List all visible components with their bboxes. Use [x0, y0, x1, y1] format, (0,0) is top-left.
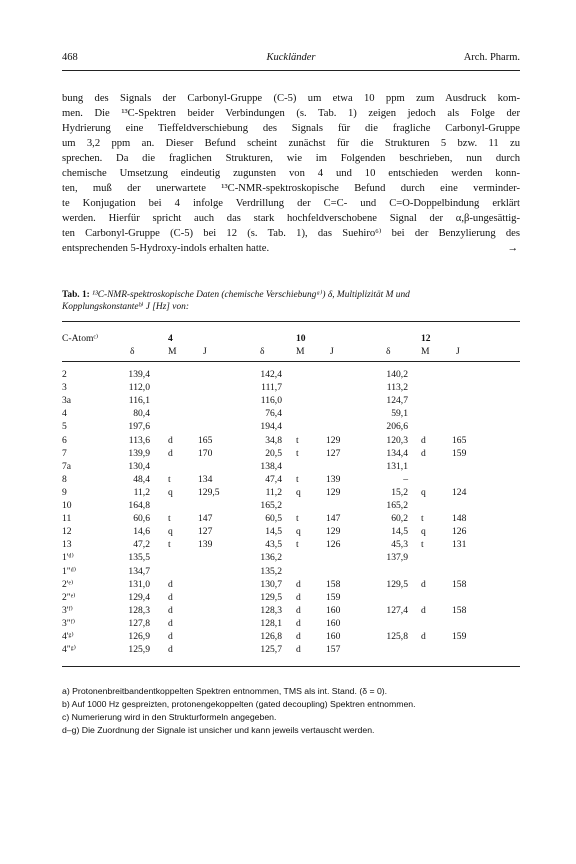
- table-cell: 116,1: [128, 395, 150, 407]
- sub-header-delta: δ: [386, 346, 391, 357]
- row-atom-label: 3a: [62, 395, 72, 407]
- table-cell: 159: [452, 631, 467, 642]
- table-cell: 160: [326, 631, 341, 642]
- footnote: d–g) Die Zuordnung der Signale ist unsicher und kann jeweils vertauscht werden.: [62, 725, 375, 735]
- table-cell: 129: [326, 526, 341, 538]
- table-cell: 126,8: [260, 631, 282, 642]
- table-bottom-rule: [62, 666, 520, 667]
- row-atom-label: 1'ᵈ⁾: [62, 552, 74, 564]
- table-cell: 113,6: [128, 434, 150, 446]
- table-cell: 131,1: [386, 460, 408, 472]
- body-line: [62, 241, 520, 256]
- table-cell: 126,9: [128, 631, 150, 642]
- table-cell: 157: [326, 644, 341, 656]
- col-header-atom: C-Atomᶜ⁾: [62, 333, 99, 344]
- table-cell: 139,4: [128, 369, 150, 380]
- table-cell: 125,8: [386, 631, 408, 642]
- table-cell: q: [168, 526, 173, 538]
- table-cell: d: [168, 604, 173, 616]
- table-cell: 128,3: [128, 604, 150, 616]
- row-atom-label: 11: [62, 513, 72, 525]
- table-cell: t: [296, 539, 299, 551]
- table-cell: 165,2: [260, 500, 282, 511]
- table-cell: 129,4: [128, 591, 150, 603]
- table-cell: 129,5: [260, 591, 282, 603]
- table-cell: 158: [452, 578, 467, 590]
- body-line: werden. Hierfür spricht auch das stark hochfeldverschobene Signal der α,β-ungesättig-: [62, 213, 520, 224]
- table-cell: 60,6: [133, 513, 150, 525]
- table-cell: 47,4: [265, 473, 282, 485]
- row-atom-label: 7a: [62, 460, 72, 472]
- table-cell: d: [168, 617, 173, 629]
- table-caption: [62, 289, 520, 313]
- row-atom-label: 4'ᵍ⁾: [62, 631, 74, 642]
- table-cell: d: [296, 617, 301, 629]
- row-atom-label: 3: [62, 382, 67, 394]
- row-atom-label: 6: [62, 434, 67, 446]
- table-cell: d: [168, 631, 173, 642]
- footnote: c) Numerierung wird in den Strukturformeln angegeben.: [62, 712, 277, 722]
- body-line: chemische Umsetzung eindeutig zugunsten von 4 und 10 entschieden werden konn-: [62, 168, 520, 179]
- table-cell: 131: [452, 539, 467, 551]
- table-cell: 128,3: [260, 604, 282, 616]
- row-atom-label: 7: [62, 447, 67, 459]
- row-atom-label: 1"ᵈ⁾: [62, 565, 77, 577]
- table-cell: 148: [452, 513, 467, 525]
- page-header: [62, 52, 520, 66]
- row-atom-label: 4: [62, 408, 67, 420]
- table-cell: d: [168, 434, 173, 446]
- sub-header-delta: δ: [260, 346, 265, 357]
- table-cell: 116,0: [260, 395, 282, 407]
- body-paragraph: [62, 91, 520, 256]
- table-cell: d: [421, 447, 426, 459]
- header-rule: [62, 70, 520, 71]
- row-atom-label: 9: [62, 486, 67, 498]
- col-header-compound: 4: [168, 333, 173, 344]
- row-atom-label: 3'ᶠ⁾: [62, 604, 73, 616]
- table-cell: 76,4: [265, 408, 282, 420]
- sub-header-m: M: [296, 346, 305, 357]
- footnote: a) Protonenbreitbandentkoppelten Spektren entnommen, TMS als int. Stand. (δ = 0).: [62, 686, 388, 696]
- table-cell: 60,5: [265, 513, 282, 525]
- table-cell: 129: [326, 486, 341, 498]
- table-cell: d: [421, 631, 426, 642]
- table-cell: t: [168, 513, 171, 525]
- table-cell: d: [296, 644, 301, 656]
- table-cell: d: [168, 447, 173, 459]
- table-cell: d: [296, 578, 301, 590]
- row-atom-label: 2: [62, 369, 67, 380]
- table-cell: q: [296, 526, 301, 538]
- table-cell: 126: [326, 539, 341, 551]
- caption-line: ¹³C-NMR-spektroskopische Daten (chemische Verschiebungᵃ⁾) δ, Multiplizität M und: [92, 290, 410, 300]
- table-cell: 113,2: [386, 382, 408, 394]
- table-cell: 137,9: [386, 552, 408, 564]
- table-cell: 128,1: [260, 617, 282, 629]
- sub-header-j: J: [330, 346, 334, 357]
- col-header-compound: 10: [296, 333, 306, 344]
- page-number: 468: [62, 52, 78, 63]
- table-cell: 59,1: [391, 408, 408, 420]
- table-cell: 134,4: [386, 447, 408, 459]
- table-cell: d: [296, 631, 301, 642]
- table-cell: 14,6: [133, 526, 150, 538]
- body-line: sprechen. Da die fraglichen Strukturen, wie im Folgenden beschrieben, nun durch: [62, 153, 520, 164]
- table-cell: 159: [326, 591, 341, 603]
- running-author: Kuckländer: [266, 52, 316, 63]
- row-atom-label: 12: [62, 526, 72, 538]
- table-cell: 11,2: [265, 486, 282, 498]
- table-cell: 129,5: [198, 486, 220, 498]
- table-cell: 197,6: [128, 421, 150, 433]
- table-cell: 158: [452, 604, 467, 616]
- sub-header-m: M: [168, 346, 177, 357]
- table-cell: 147: [198, 513, 213, 525]
- table-cell: 43,5: [265, 539, 282, 551]
- table-cell: 147: [326, 513, 341, 525]
- table-cell: 158: [326, 578, 341, 590]
- table-cell: d: [421, 434, 426, 446]
- table-cell: q: [168, 486, 173, 498]
- table-cell: 124: [452, 486, 467, 498]
- table-cell: 14,5: [391, 526, 408, 538]
- row-atom-label: 3"ᶠ⁾: [62, 617, 76, 629]
- row-atom-label: 10: [62, 500, 72, 511]
- table-cell: d: [168, 644, 173, 656]
- table-cell: 165: [452, 434, 467, 446]
- table-cell: 131,0: [128, 578, 150, 590]
- table-cell: 124,7: [386, 395, 408, 407]
- table-cell: 135,2: [260, 565, 282, 577]
- table-cell: t: [168, 473, 171, 485]
- table-cell: 170: [198, 447, 213, 459]
- journal-name: Arch. Pharm.: [463, 52, 520, 63]
- body-line: ten Carbonyl-Gruppe (C-5) bei 12 (s. Tab. 1), das Suehiro⁶⁾ bei der Benzylierung des: [62, 228, 520, 239]
- sub-header-j: J: [203, 346, 207, 357]
- body-line-text: entsprechenden 5-Hydroxy-indols erhalten hatte.: [62, 243, 270, 254]
- table-cell: 125,7: [260, 644, 282, 656]
- table-cell: 160: [326, 604, 341, 616]
- sub-header-m: M: [421, 346, 430, 357]
- caption-line: Kopplungskonstanteᵇ⁾ J [Hz] von:: [62, 302, 189, 312]
- table-cell: 60,2: [391, 513, 408, 525]
- table-cell: 127,4: [386, 604, 408, 616]
- table-cell: 134: [198, 473, 213, 485]
- body-line: um 3,2 ppm an. Dieser Befund scheint zunächst für die Strukturen 5 bzw. 11 zu: [62, 138, 520, 149]
- row-atom-label: 13: [62, 539, 72, 551]
- body-line: Hydrierung eine Tieffeldverschiebung des Signals für die fragliche Carbonyl-Gruppe: [62, 123, 520, 134]
- table-cell: d: [421, 578, 426, 590]
- row-atom-label: 8: [62, 473, 67, 485]
- sub-header-j: J: [456, 346, 460, 357]
- table-cell: 125,9: [128, 644, 150, 656]
- table-cell: 164,8: [128, 500, 150, 511]
- table-cell: t: [421, 513, 424, 525]
- table-cell: 47,2: [133, 539, 150, 551]
- table-cell: 20,5: [265, 447, 282, 459]
- table-cell: 139: [326, 473, 341, 485]
- footnote: b) Auf 1000 Hz gespreizten, protonengekoppelten (gated decoupling) Spektren entnommen.: [62, 699, 416, 709]
- table-cell: 126: [452, 526, 467, 538]
- table-cell: t: [296, 434, 299, 446]
- table-cell: 139,9: [128, 447, 150, 459]
- table-cell: 48,4: [133, 473, 150, 485]
- table-cell: t: [296, 447, 299, 459]
- table-header-rule: [62, 361, 520, 362]
- table-cell: 111,7: [261, 382, 282, 394]
- table-cell: 206,6: [386, 421, 408, 433]
- table-cell: 45,3: [391, 539, 408, 551]
- table-cell: 130,7: [260, 578, 282, 590]
- table-cell: d: [296, 591, 301, 603]
- table-cell: q: [296, 486, 301, 498]
- table-cell: 127: [326, 447, 341, 459]
- table-cell: t: [421, 539, 424, 551]
- row-atom-label: 4"ᵍ⁾: [62, 644, 76, 656]
- body-line: bung des Signals der Carbonyl-Gruppe (C-5) um etwa 10 ppm zum Ausdruck kom-: [62, 93, 520, 104]
- table-cell: 160: [326, 617, 341, 629]
- table-cell: 11,2: [133, 486, 150, 498]
- table-cell: t: [296, 473, 299, 485]
- row-atom-label: 2'ᵉ⁾: [62, 578, 74, 590]
- table-cell: –: [403, 473, 408, 485]
- row-atom-label: 5: [62, 421, 67, 433]
- table-top-rule: [62, 321, 520, 322]
- table-cell: d: [168, 591, 173, 603]
- table-cell: 130,4: [128, 460, 150, 472]
- continue-arrow-icon: →: [507, 243, 518, 254]
- sub-header-delta: δ: [130, 346, 135, 357]
- table-cell: 112,0: [128, 382, 150, 394]
- body-line: men. Die ¹³C-Spektren beider Verbindungen (s. Tab. 1) zeigen jedoch als Folge der: [62, 108, 520, 119]
- table-cell: 194,4: [260, 421, 282, 433]
- table-cell: t: [296, 513, 299, 525]
- table-cell: 138,4: [260, 460, 282, 472]
- table-label: Tab. 1:: [62, 290, 90, 300]
- table-cell: 14,5: [265, 526, 282, 538]
- table-cell: 136,2: [260, 552, 282, 564]
- table-cell: 165: [198, 434, 213, 446]
- table-cell: 139: [198, 539, 213, 551]
- table-cell: q: [421, 486, 426, 498]
- table-cell: t: [168, 539, 171, 551]
- body-line: ten, muß der unerwartete ¹³C-NMR-spektroskopische Befund durch eine verminder-: [62, 183, 520, 194]
- table-cell: 159: [452, 447, 467, 459]
- row-atom-label: 2"ᵉ⁾: [62, 591, 76, 603]
- table-cell: d: [421, 604, 426, 616]
- table-cell: 34,8: [265, 434, 282, 446]
- table-cell: 142,4: [260, 369, 282, 380]
- body-line: te Konjugation bei 4 infolge Verdrillung der C=C- und C=O-Doppelbindung erklärt: [62, 198, 520, 209]
- table-cell: 134,7: [128, 565, 150, 577]
- table-cell: 140,2: [386, 369, 408, 380]
- table-cell: 129: [326, 434, 341, 446]
- table-footnotes: [62, 685, 522, 737]
- table-cell: d: [296, 604, 301, 616]
- table-cell: 15,2: [391, 486, 408, 498]
- table-cell: 165,2: [386, 500, 408, 511]
- table-cell: 127: [198, 526, 213, 538]
- col-header-compound: 12: [421, 333, 431, 344]
- table-cell: 120,3: [386, 434, 408, 446]
- table-cell: q: [421, 526, 426, 538]
- table-cell: 127,8: [128, 617, 150, 629]
- table-cell: 80,4: [133, 408, 150, 420]
- table-cell: 129,5: [386, 578, 408, 590]
- table-cell: d: [168, 578, 173, 590]
- table-cell: 135,5: [128, 552, 150, 564]
